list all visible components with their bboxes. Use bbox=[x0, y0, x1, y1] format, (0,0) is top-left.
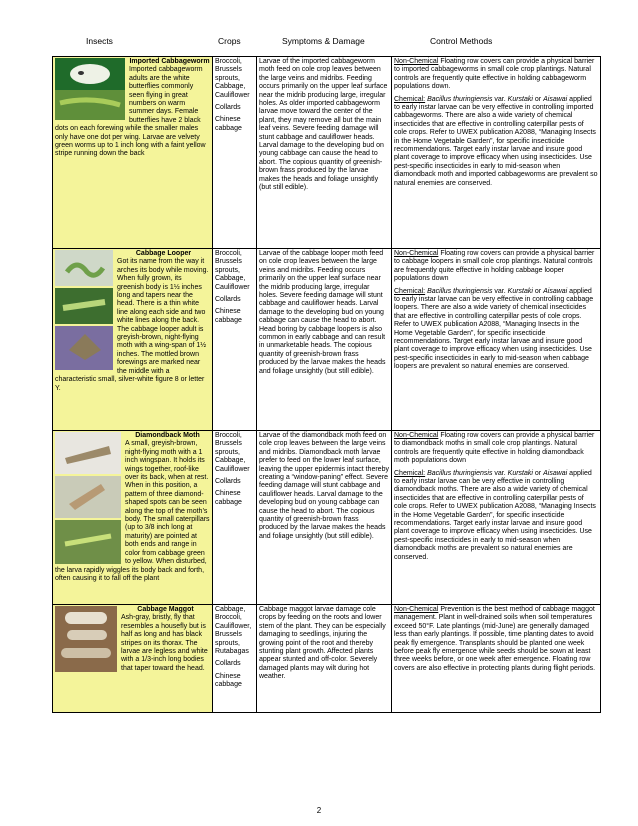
pest-table bbox=[52, 56, 601, 713]
or-word: or bbox=[534, 469, 542, 477]
crops-list: Cabbage, Broccoli, Cauliflower, Brussels sprouts, Rutabagas bbox=[215, 606, 252, 656]
non-chemical-text: Prevention is the best method of cabbage maggot management. Plant in well-drained soils when soil temperatures exceed 50°F. Late plantings (mid-June) are generally damaged less than early plantings. If possible, time planting dates to avoid peak fly emergence. Transplants should be planted one week before peak fly emergence while seeds should be sown at least three weeks before, or one week after emergence. Floating row covers are also effective in protecting plants during flight periods. bbox=[394, 606, 596, 672]
symptoms-cell: Larvae of the diamondback moth feed on cole crop leaves between the large veins and midribs. Diamondback moth larvae prefer to feed on the lower leaf surface, leaving the upper epidermis intact thereby creating a “window-paning” effect. Severe feeding damage will stunt cabbage and cauliflower heads. Larval damage to the developing bud on young cabbage can cause the head to abort. The copious quantity of greenish-brown frass produced by the larvae makes the heads and foliage unsightly (but still edible). bbox=[257, 431, 392, 605]
or-word: or bbox=[534, 287, 542, 295]
crops-cell bbox=[213, 249, 257, 431]
crops-cell bbox=[213, 57, 257, 249]
pest-description: Ash-gray, bristly, fly that resembles a housefly but is half as long and has black stripes on its thorax. The larvae are legless and white with a 1/3-inch long bodies that taper toward the head. bbox=[121, 614, 208, 672]
crops-chinese-cabbage: Chinese cabbage bbox=[215, 672, 242, 689]
control-cell bbox=[392, 57, 601, 249]
cabbage-looper-photo bbox=[55, 250, 113, 370]
non-chemical-label: Non-Chemical bbox=[394, 432, 439, 439]
control-cell bbox=[392, 431, 601, 605]
crops-list: Broccoli, Brussels sprouts, Cabbage, Cauliflower bbox=[215, 432, 250, 473]
aisawai-name: Aisawai bbox=[543, 95, 568, 103]
table-header bbox=[0, 36, 638, 50]
chemical-text: applied to early instar larvae can be very effective in controlling imported cabbageworms. There are also a wide variety of chemical insecticides that are effective in controlling caterpillar pests of cole crops. Refer to UWEX publication A2088, “Managing Insects in the Home Vegetable Garden”, for specific insecticide recommendations. Target early instar larvae and insure good plant coverage to improve efficacy when using insecticides. Use pest-specific insecticides in early to mid-season when diamondback moth and imported cabbageworms are prevalent so natural enemies are conserved. bbox=[394, 95, 598, 187]
header-control: Control Methods bbox=[430, 36, 493, 46]
insect-cell bbox=[53, 605, 213, 713]
crops-cell bbox=[213, 605, 257, 713]
non-chemical-text: Floating row covers can provide a physical barrier to diamondback moths in small cole crop plantings. Natural controls are frequently quite effective in holding diamondback moth populations down bbox=[394, 432, 595, 465]
crops-list: Broccoli, Brussels sprouts, Cabbage, Cauliflower bbox=[215, 250, 250, 291]
pest-description: Got its name from the way it arches its body while moving. When fully grown, its greenish body is 1½ inches long and tapers near the head. There is a thin white line along each side and two white lines along the back. The cabbage looper adult is greyish-brown, night-flying moth with a wing-span of 1½ inches. The mottled brown forewings are marked near the middle with a characteristic small, silver-white figure 8 or letter Y. bbox=[55, 258, 209, 392]
crops-collards: Collards bbox=[215, 478, 241, 486]
table-row bbox=[53, 431, 601, 605]
aisawai-name: Aisawai bbox=[543, 287, 568, 295]
insect-cell bbox=[53, 57, 213, 249]
table-row bbox=[53, 249, 601, 431]
var-word: var. bbox=[494, 287, 506, 295]
var-word: var. bbox=[494, 95, 506, 103]
pest-description: Imported cabbageworm adults are the white butterflies commonly seen flying in great numbers on warm summer days. Female butterflies have 2 black dots on each forewing while the smaller males only have one dot per wing. Larvae are velvety green worms up to 1 inch long with a faint yellow stripe running down the back bbox=[55, 66, 206, 158]
chemical-text: applied to early instar larvae can be very effective in controlling diamondback moths. There are also a wide variety of chemical insecticides that are effective in controlling caterpillar pests of cole crops. Refer to UWEX publication A2088, “Managing Insects in the Home Vegetable Garden”, for specific insecticide recommendations. Target early instar larvae and insure good plant coverage to improve efficacy when using insecticides. Use pest-specific insecticides in early to mid-season when diamondback moths are prevalent so natural enemies are conserved. bbox=[394, 469, 596, 561]
aisawai-name: Aisawai bbox=[543, 469, 568, 477]
control-cell bbox=[392, 605, 601, 713]
kurstaki-name: Kurstaki bbox=[507, 469, 533, 477]
non-chemical-text: Floating row covers can provide a physical barrier to imported cabbageworms in small cole crop plantings. Natural controls are frequently quite effective in holding cabbageworm populations down. bbox=[394, 58, 595, 91]
chemical-text: applied to early instar larvae can be very effective in controlling cabbage loopers. There are also a wide variety of chemical insecticides that are effective in controlling caterpillar pests of cole crops. Refer to UWEX publication A2088, “Managing Insects in the Home Vegetable Garden”, for specific insecticide recommendations. Target early instar larvae and insure good plant coverage to improve efficacy when using insecticides. Use pest-specific insecticides in early to mid-season when cabbage loopers are prevalent so natural enemies are conserved. bbox=[394, 287, 594, 371]
pest-name: Cabbage Maggot bbox=[137, 606, 194, 613]
bt-name: Bacillus thuringiensis bbox=[427, 95, 493, 103]
or-word: or bbox=[534, 95, 542, 103]
var-word: var. bbox=[494, 469, 506, 477]
crops-chinese-cabbage: Chinese cabbage bbox=[215, 308, 242, 324]
crops-chinese-cabbage: Chinese cabbage bbox=[215, 116, 242, 132]
cabbage-maggot-photo bbox=[55, 606, 117, 672]
imported-cabbageworm-photo bbox=[55, 58, 125, 120]
insect-cell bbox=[53, 249, 213, 431]
page-number: 2 bbox=[316, 806, 322, 815]
non-chemical-label: Non-Chemical bbox=[394, 606, 439, 613]
non-chemical-label: Non-Chemical bbox=[394, 250, 439, 257]
symptoms-cell: Larvae of the cabbage looper moth feed on cole crop leaves between the large veins and midribs. Feeding occurs primarily on the upper leaf surface near the midrib producing large, irregular holes. Severe feeding damage will stunt cabbage and cauliflower heads. Larval damage to the developing bud on young cabbage can cause the head to abort. Head boring by cabbage loopers is also common in early cabbage and can result in unmarketable heads. The copious quantity of greenish-brown frass produced by the larvae makes the heads and foliage unsightly (but still edible). bbox=[257, 249, 392, 431]
symptoms-cell: Larvae of the imported cabbageworm moth feed on cole crop leaves between the large veins and midribs. Feeding occurs primarily on the upper leaf surface near the midrib producing large, irregular holes. As older imported cabbageworm larvae move toward the center of the plant, they may remove all but the main leaf veins. Severe feeding damage will stunt cabbage and cauliflower heads. Larval damage to the developing bud on young cabbage can cause the head to abort. The copious quantity of greenish-brown frass produced by the larvae makes the heads and foliage unsightly (but still edible). bbox=[257, 57, 392, 249]
crops-list: Broccoli, Brussels sprouts, Cabbage, Cauliflower bbox=[215, 58, 250, 99]
header-crops: Crops bbox=[218, 36, 241, 46]
crops-chinese-cabbage: Chinese cabbage bbox=[215, 490, 242, 506]
chemical-label: Chemical: bbox=[394, 95, 426, 103]
insect-cell bbox=[53, 431, 213, 605]
header-symptoms: Symptoms & Damage bbox=[282, 36, 365, 46]
crops-collards: Collards bbox=[215, 660, 241, 668]
pest-name: Diamondback Moth bbox=[135, 432, 200, 439]
bt-name: Bacillus thuringiensis bbox=[427, 469, 493, 477]
crops-collards: Collards bbox=[215, 296, 241, 304]
non-chemical-label: Non-Chemical bbox=[394, 58, 439, 65]
chemical-label: Chemical: bbox=[394, 287, 426, 295]
control-cell bbox=[392, 249, 601, 431]
crops-collards: Collards bbox=[215, 104, 241, 112]
non-chemical-text: Floating row covers can provide a physical barrier to cabbage loopers in small cole crop plantings. Natural controls are frequently quite effective in holding cabbage looper populations down bbox=[394, 250, 595, 283]
table-row bbox=[53, 605, 601, 713]
kurstaki-name: Kurstaki bbox=[507, 287, 533, 295]
symptoms-cell: Cabbage maggot larvae damage cole crops by feeding on the roots and lower stem of the plant. They can be especially damaging to seedlings, injuring the growing point of the root and thereby stunting plant growth. Affected plants appear stunted and off-color. Severely damaged plants may wilt during hot weather. bbox=[257, 605, 392, 713]
pest-description: A small, greyish-brown, night-flying moth with a 1 inch wingspan. It holds its wings together, roof-like over its back, when at rest. When in this position, a pattern of three diamond-shaped spots can be seen along the top of the moth’s body. The small caterpillars (up to 3/8 inch long at maturity) are pointed at both ends and range in color from cabbage green to yellow. When disturbed, the larva rapidly wiggles its body back and forth, often causing it to fall off the plant bbox=[55, 440, 210, 582]
header-insects: Insects bbox=[86, 36, 113, 46]
bt-name: Bacillus thuringiensis bbox=[427, 287, 493, 295]
kurstaki-name: Kurstaki bbox=[507, 95, 533, 103]
table-row bbox=[53, 57, 601, 249]
pest-name: Cabbage Looper bbox=[135, 250, 192, 257]
chemical-label: Chemical: bbox=[394, 469, 426, 477]
diamondback-moth-photo bbox=[55, 432, 121, 564]
pest-name: Imported Cabbageworm bbox=[129, 58, 210, 65]
crops-cell bbox=[213, 431, 257, 605]
